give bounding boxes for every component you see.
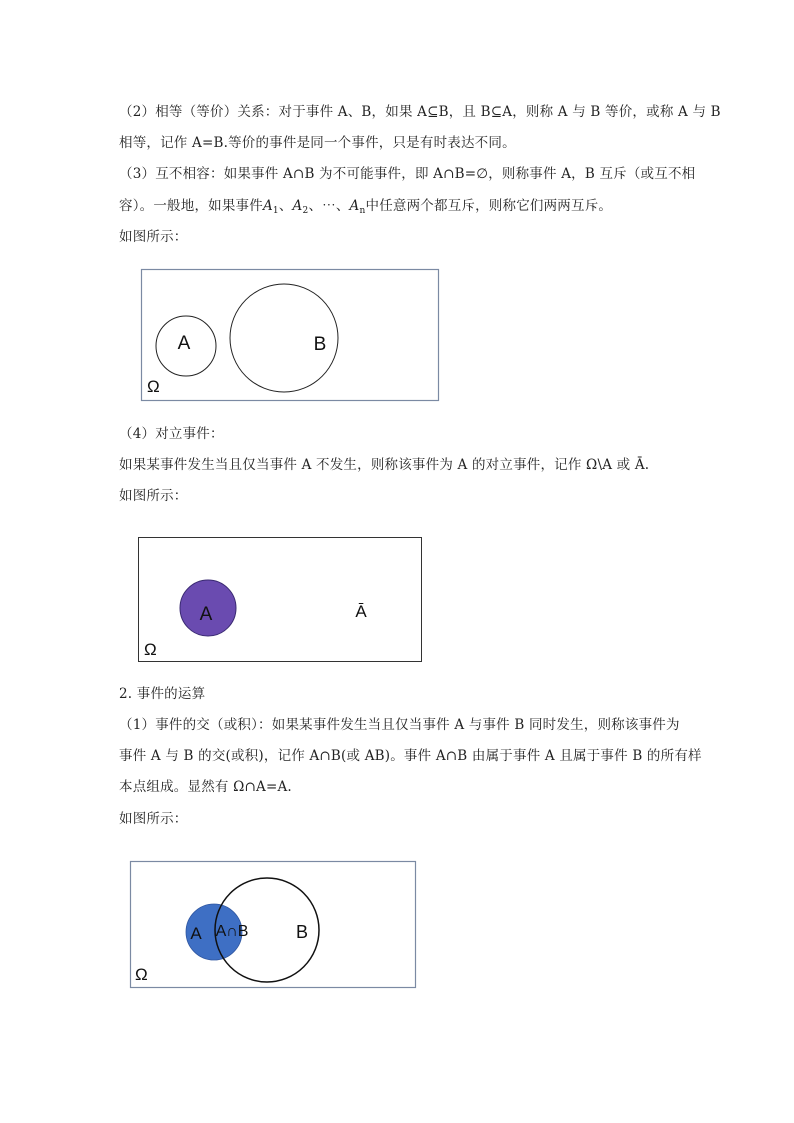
omega-label: Ω — [135, 965, 148, 984]
heading-complementary-event: （4）对立事件： — [119, 426, 224, 442]
venn-mutually-exclusive — [140, 268, 442, 404]
para-intersection-line2: 事件 A 与 B 的交(或积)，记作 A∩B(或 AB)。事件 A∩B 由属于事件 A 且属于事件 B 的所有样 — [119, 748, 702, 764]
para-intersection-line1: （1）事件的交（或积）：如果某事件发生当且仅当事件 A 与事件 B 同时发生，则称该事件为 — [119, 717, 680, 733]
event-a2-subscript: 2 — [302, 206, 309, 216]
para-complementary-line1: 如果某事件发生当且仅当事件 A 不发生，则称该事件为 A 的对立事件，记作 Ω\A 或 Ā. — [119, 457, 650, 473]
event-a-label: A — [177, 333, 191, 354]
omega-label: Ω — [147, 377, 160, 396]
venn-complement — [137, 536, 424, 664]
para-mutually-exclusive-line1: （3）互不相容：如果事件 A∩B 为不可能事件，即 A∩B=∅，则称事件 A，B 互斥（或互不相 — [119, 166, 696, 182]
event-a1-subscript: 1 — [272, 206, 279, 216]
para-me-line2-pre: 容）。一般地，如果事件 — [119, 198, 263, 214]
event-a-complement-label: Ā — [355, 602, 367, 621]
event-a-label: A — [190, 924, 202, 943]
event-separator-1: 、 — [278, 198, 293, 214]
event-a-label: A — [199, 604, 213, 625]
para-intersection-line3: 本点组成。显然有 Ω∩A=A. — [119, 779, 292, 795]
figure-caption-3: 如图所示： — [119, 811, 188, 827]
event-a1-symbol: A — [262, 198, 273, 214]
para-mutually-exclusive-line2 — [119, 196, 612, 221]
intersection-label: A∩B — [215, 923, 249, 940]
event-b-label: B — [295, 922, 309, 942]
omega-label: Ω — [144, 640, 157, 659]
figure-caption-1: 如图所示： — [119, 229, 188, 245]
venn-intersection — [129, 860, 418, 990]
event-a2-symbol: A — [292, 198, 303, 214]
para-me-line2-post: 中任意两个都互斥，则称它们两两互斥。 — [365, 198, 613, 214]
para-equivalence-line2: 相等，记作 A=B.等价的事件是同一个事件，只是有时表达不同。 — [119, 135, 516, 151]
sample-space-box — [131, 862, 416, 988]
event-b-label: B — [313, 334, 327, 355]
event-an-subscript: n — [359, 206, 366, 216]
para-equivalence-line1: （2）相等（等价）关系：对于事件 A、B，如果 A⊆B，且 B⊆A，则称 A 与 B 等价，或称 A 与 B — [119, 104, 721, 120]
figure-caption-2: 如图所示： — [119, 488, 188, 504]
event-separator-2: 、⋯、 — [308, 198, 350, 214]
heading-event-operations: 2. 事件的运算 — [119, 686, 206, 702]
event-an-symbol: A — [349, 198, 360, 214]
